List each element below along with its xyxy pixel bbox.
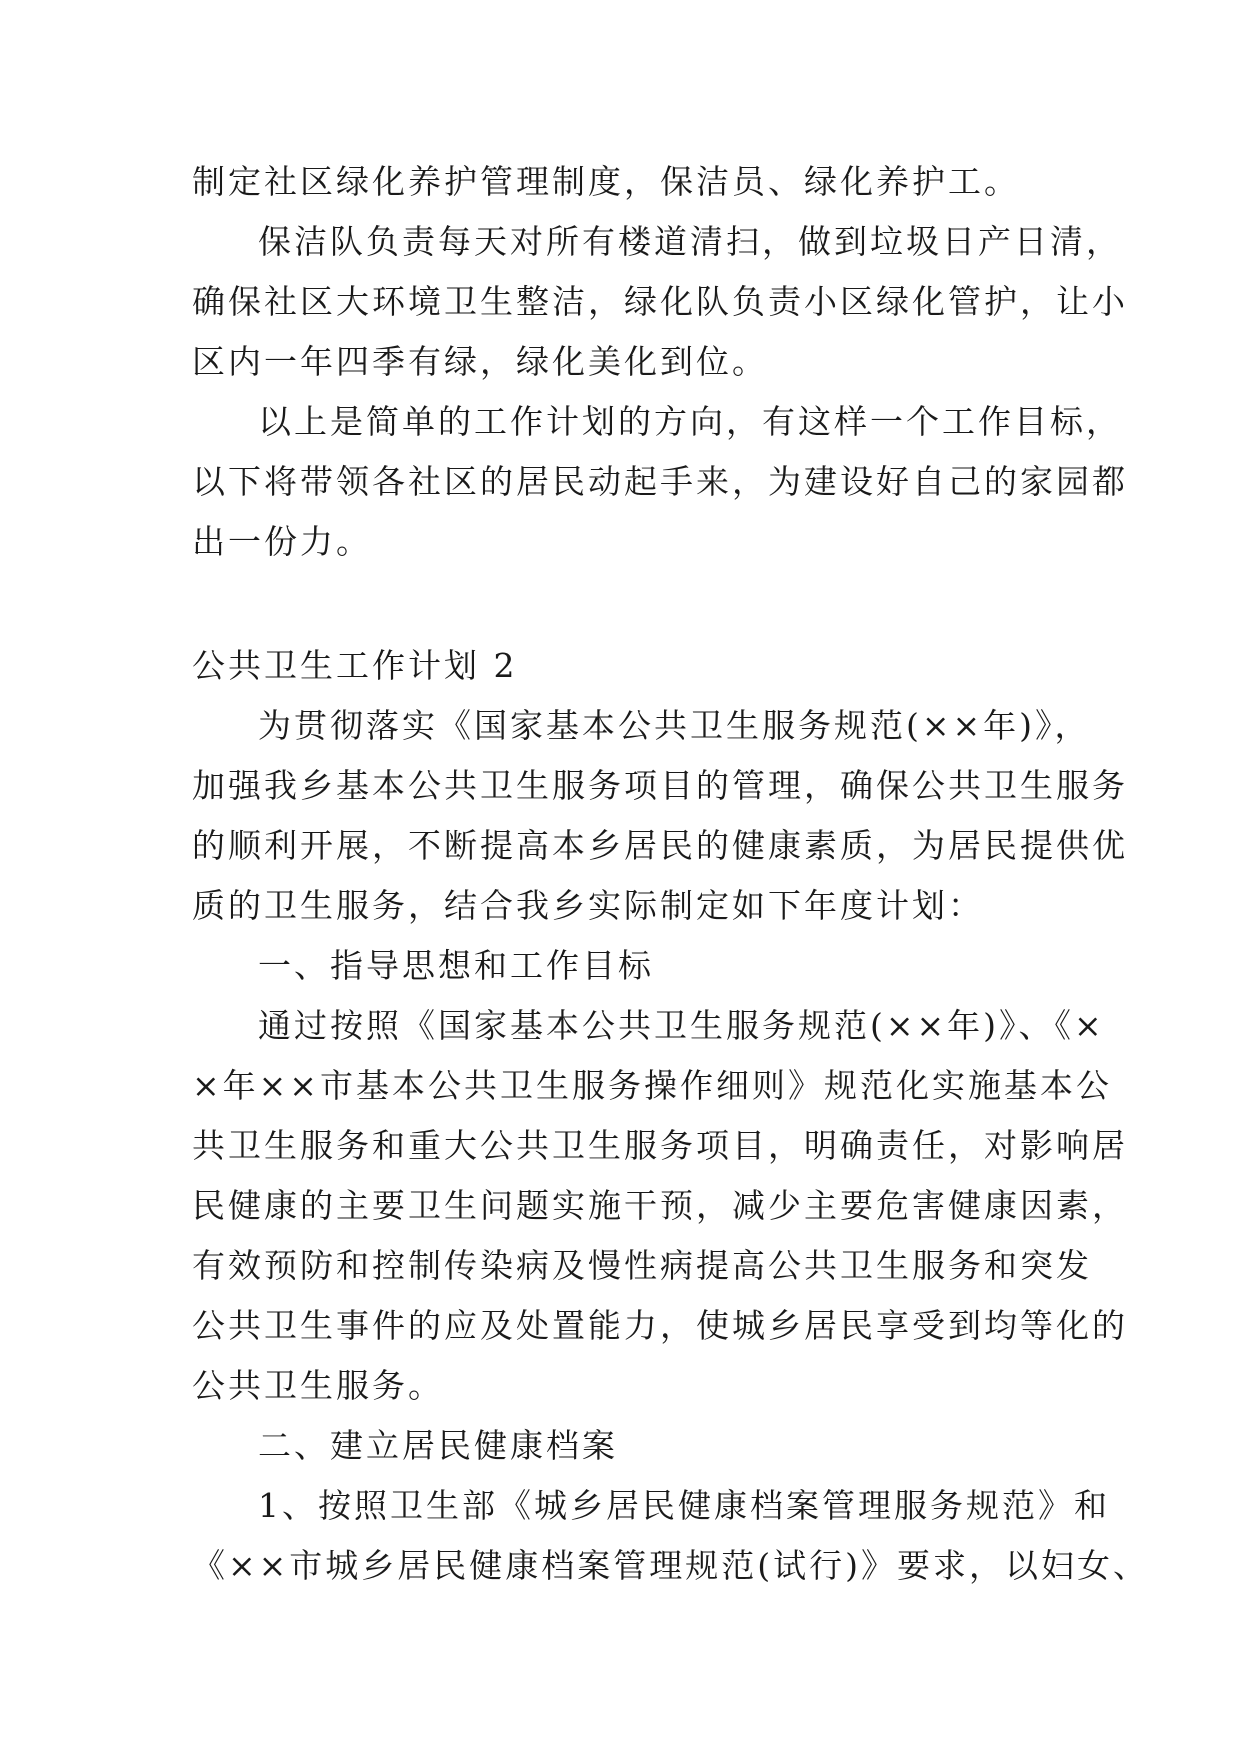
text-line: 制定社区绿化养护管理制度，保洁员、绿化养护工。 bbox=[192, 162, 1020, 201]
section-spacer bbox=[192, 572, 1062, 636]
text-line: 公共卫生服务。 bbox=[192, 1366, 444, 1405]
text-line: 确保社区大环境卫生整洁，绿化队负责小区绿化管护，让小 bbox=[192, 282, 1128, 321]
paragraph-cleaning-team bbox=[192, 212, 1128, 392]
section-heading bbox=[192, 636, 1062, 696]
text-line: 有效预防和控制传染病及慢性病提高公共卫生服务和突发 bbox=[192, 1246, 1092, 1285]
text-line: 通过按照《国家基本公共卫生服务规范(××年)》、《× bbox=[258, 1006, 1105, 1045]
text-line: 的顺利开展，不断提高本乡居民的健康素质，为居民提供优 bbox=[192, 826, 1128, 865]
paragraph-intro bbox=[192, 696, 1128, 936]
paragraph-greening-system bbox=[192, 152, 1062, 212]
section-title: 公共卫生工作计划 2 bbox=[192, 646, 518, 685]
subheading: 一、指导思想和工作目标 bbox=[258, 946, 654, 985]
text-line: ×年××市基本公共卫生服务操作细则》规范化实施基本公 bbox=[192, 1066, 1112, 1105]
text-line: 为贯彻落实《国家基本公共卫生服务规范(××年)》， bbox=[258, 706, 1091, 745]
paragraph-plan-summary bbox=[192, 392, 1128, 572]
text-line: 以上是简单的工作计划的方向，有这样一个工作目标， bbox=[258, 402, 1122, 441]
text-line: 区内一年四季有绿，绿化美化到位。 bbox=[192, 342, 768, 381]
text-line: 《××市城乡居民健康档案管理规范(试行)》要求，以妇女、 bbox=[192, 1546, 1150, 1585]
text-line: 民健康的主要卫生问题实施干预，减少主要危害健康因素， bbox=[192, 1186, 1128, 1225]
subheading-health-records bbox=[192, 1416, 1062, 1476]
text-line: 质的卫生服务，结合我乡实际制定如下年度计划： bbox=[192, 886, 984, 925]
text-line: 公共卫生事件的应及处置能力，使城乡居民享受到均等化的 bbox=[192, 1306, 1128, 1345]
subheading-guiding-ideas bbox=[192, 936, 1062, 996]
paragraph-records-item-1 bbox=[192, 1476, 1150, 1596]
paragraph-goals bbox=[192, 996, 1128, 1416]
text-line: 共卫生服务和重大公共卫生服务项目，明确责任，对影响居 bbox=[192, 1126, 1128, 1165]
text-line: 加强我乡基本公共卫生服务项目的管理，确保公共卫生服务 bbox=[192, 766, 1128, 805]
text-line: 出一份力。 bbox=[192, 522, 372, 561]
text-line: 1、按照卫生部《城乡居民健康档案管理服务规范》和 bbox=[258, 1486, 1110, 1525]
document-body bbox=[192, 152, 1150, 1596]
text-line: 以下将带领各社区的居民动起手来，为建设好自己的家园都 bbox=[192, 462, 1128, 501]
text-line: 保洁队负责每天对所有楼道清扫，做到垃圾日产日清， bbox=[258, 222, 1122, 261]
subheading: 二、建立居民健康档案 bbox=[258, 1426, 618, 1465]
